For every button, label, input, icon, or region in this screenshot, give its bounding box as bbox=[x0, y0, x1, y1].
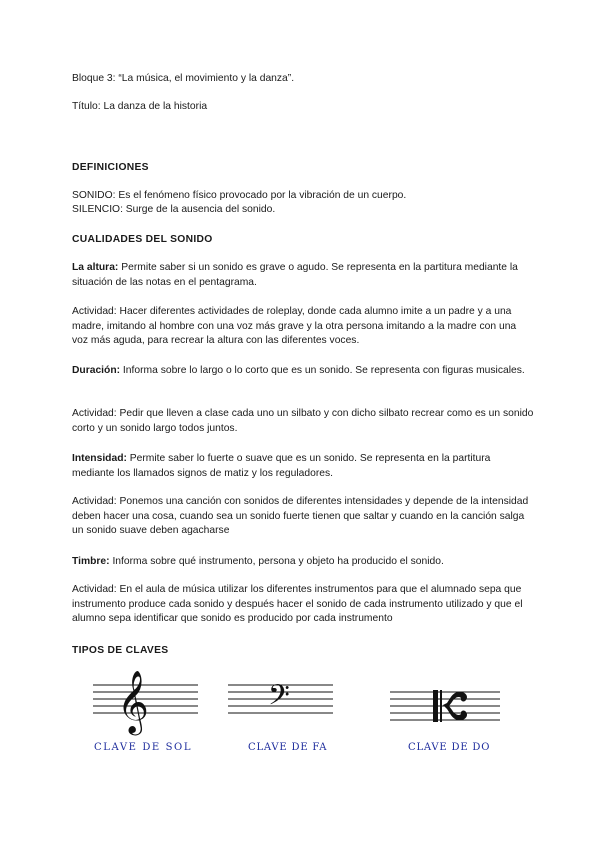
timbre-text: Informa sobre qué instrumento, persona y objeto ha producido el sonido. bbox=[109, 556, 444, 567]
altura-paragraph bbox=[72, 261, 534, 290]
clefs-svg bbox=[0, 665, 600, 740]
clave-de-fa-label: CLAVE DE FA bbox=[248, 742, 328, 753]
clave-de-do-label: CLAVE DE DO bbox=[408, 742, 491, 753]
duracion-actividad: Actividad: Pedir que lleven a clase cada uno un silbato y con dicho silbato recrear como es un sonido corto y un sonido largo todos juntos. bbox=[72, 408, 534, 434]
intensidad-term: Intensidad: bbox=[72, 453, 127, 464]
altura-actividad: Actividad: Hacer diferentes actividades de roleplay, donde cada alumno imite a un padre y a una madre, imitando al hombre con una voz más grave y la otra persona imitando a la madre con una voz más aguda, para recrear la altura con las diferentes voces. bbox=[72, 306, 517, 346]
cualidades-heading: CUALIDADES DEL SONIDO bbox=[72, 234, 213, 245]
bloque-line: Bloque 3: “La música, el movimiento y la danza”. bbox=[72, 73, 295, 84]
duracion-paragraph bbox=[72, 364, 534, 379]
clave-de-sol-label: CLAVE DE SOL bbox=[94, 742, 193, 753]
definiciones-heading: DEFINICIONES bbox=[72, 162, 149, 173]
treble-clef-icon: 𝄞 bbox=[117, 670, 149, 733]
intensidad-paragraph bbox=[72, 452, 534, 481]
timbre-paragraph bbox=[72, 555, 534, 570]
titulo-line: Título: La danza de la historia bbox=[72, 101, 208, 112]
intensidad-text: Permite saber lo fuerte o suave que es un sonido. Se representa en la partitura mediante los llamados signos de matiz y los reguladores. bbox=[72, 453, 491, 479]
claves-heading: TIPOS DE CLAVES bbox=[72, 645, 169, 656]
altura-term: La altura: bbox=[72, 262, 119, 273]
timbre-term: Timbre: bbox=[72, 556, 110, 567]
bass-clef-icon: 𝄢 bbox=[268, 679, 290, 719]
timbre-actividad: Actividad: En el aula de música utilizar los diferentes instrumentos para que el alumnado sepa que instrumento produce cada sonido y después hacer el sonido de cada instrumento utilizado y que el alumno sepa identificar que sonido es producido por cada instrumento bbox=[72, 584, 523, 624]
intensidad-actividad: Actividad: Ponemos una canción con sonidos de diferentes intensidades y depende de la intensidad deben hacer una cosa, cuando sea un sonido fuerte tienen que saltar y cuando en la canción salga un sonido suave deben agacharse bbox=[72, 496, 529, 536]
definicion-silencio: SILENCIO: Surge de la ausencia del sonido. bbox=[72, 204, 276, 215]
duracion-text: Informa sobre lo largo o lo corto que es un sonido. Se representa con figuras musicales. bbox=[120, 365, 525, 376]
clefs-illustration bbox=[0, 665, 600, 765]
definicion-sonido: SONIDO: Es el fenómeno físico provocado por la vibración de un cuerpo. bbox=[72, 190, 407, 201]
duracion-term: Duración: bbox=[72, 365, 121, 376]
altura-text: Permite saber si un sonido es grave o agudo. Se representa en la partitura mediante la situación de las notas en el pentagrama. bbox=[72, 262, 518, 288]
